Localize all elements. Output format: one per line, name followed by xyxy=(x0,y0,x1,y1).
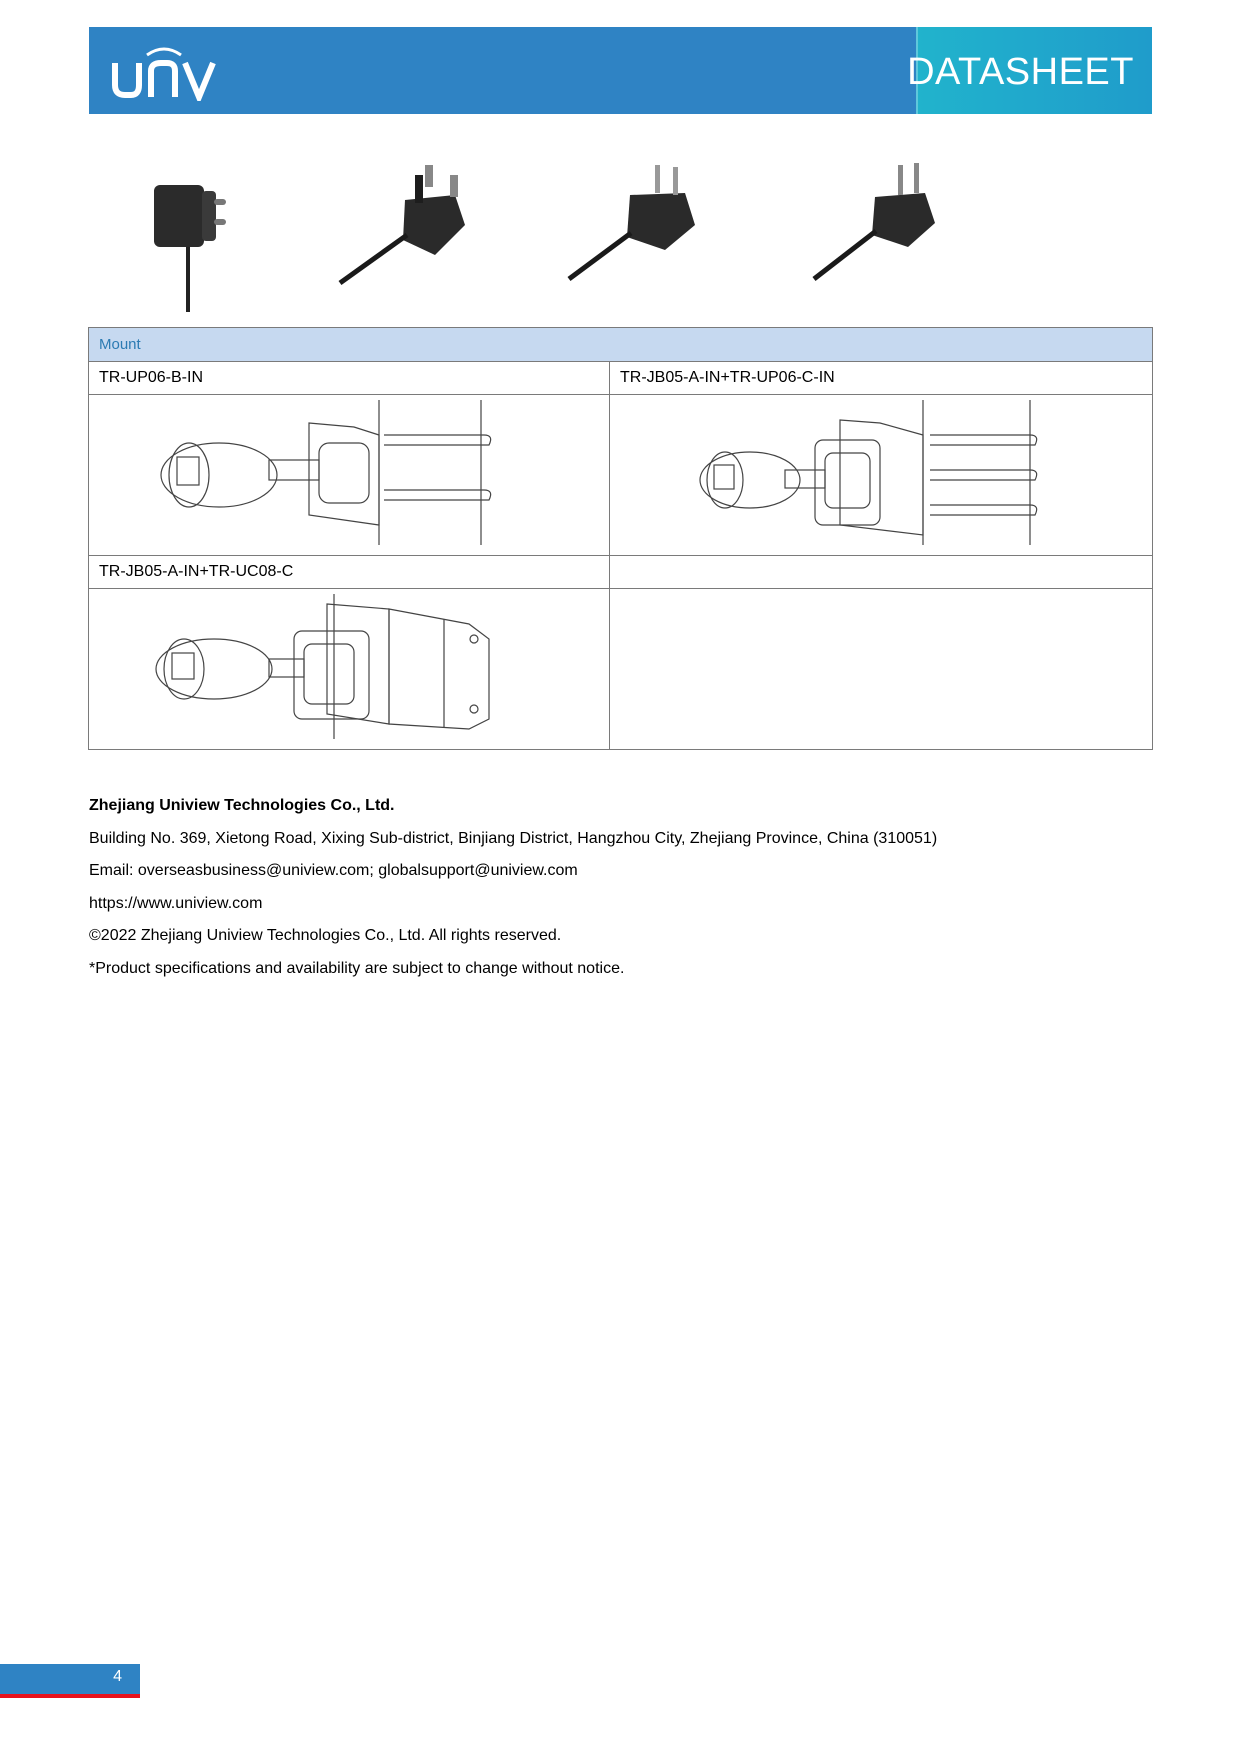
disclaimer: *Product specifications and availability are subject to change without notice. xyxy=(89,959,625,977)
page-number: 4 xyxy=(113,1668,122,1685)
mount-model-label: TR-JB05-A-IN+TR-UC08-C xyxy=(89,556,610,589)
us-plug-adapter-icon xyxy=(565,155,715,290)
corner-mount-camera-icon xyxy=(89,589,610,749)
india-plug-adapter-icon xyxy=(152,155,232,315)
eu-plug-adapter-icon xyxy=(810,155,960,290)
pole-mount-camera-icon xyxy=(89,395,610,555)
uk-plug-adapter-icon xyxy=(335,155,485,290)
table-row xyxy=(89,395,1153,556)
company-website-link[interactable]: https://www.uniview.com xyxy=(89,894,263,912)
company-address: Building No. 369, Xietong Road, Xixing Sub-district, Binjiang District, Hangzhou City, Zhejiang Province, China (310051) xyxy=(89,829,938,847)
mount-model-label: TR-JB05-A-IN+TR-UP06-C-IN xyxy=(610,362,1153,395)
table-row xyxy=(89,362,1153,395)
mount-table xyxy=(88,327,1153,750)
mount-model-label: TR-UP06-B-IN xyxy=(89,362,610,395)
company-info xyxy=(89,790,937,985)
junction-box-pole-mount-camera-icon xyxy=(610,395,1153,555)
empty-cell xyxy=(610,589,1152,749)
table-row xyxy=(89,556,1153,589)
table-row xyxy=(89,589,1153,750)
header-banner xyxy=(89,27,1152,114)
copyright-notice: ©2022 Zhejiang Uniview Technologies Co., Ltd. All rights reserved. xyxy=(89,927,562,944)
page-number-bar xyxy=(0,1664,140,1698)
company-email[interactable]: Email: overseasbusiness@uniview.com; globalsupport@uniview.com xyxy=(89,862,578,879)
unv-logo-icon xyxy=(109,41,219,101)
mount-table-header xyxy=(89,328,1153,362)
power-adapter-gallery xyxy=(130,155,990,315)
datasheet-title: DATASHEET xyxy=(907,51,1134,93)
mount-model-label-empty xyxy=(610,556,1153,589)
mount-title: Mount xyxy=(89,328,1153,362)
datasheet-label-box xyxy=(907,27,1152,114)
company-name: Zhejiang Uniview Technologies Co., Ltd. xyxy=(89,797,395,814)
